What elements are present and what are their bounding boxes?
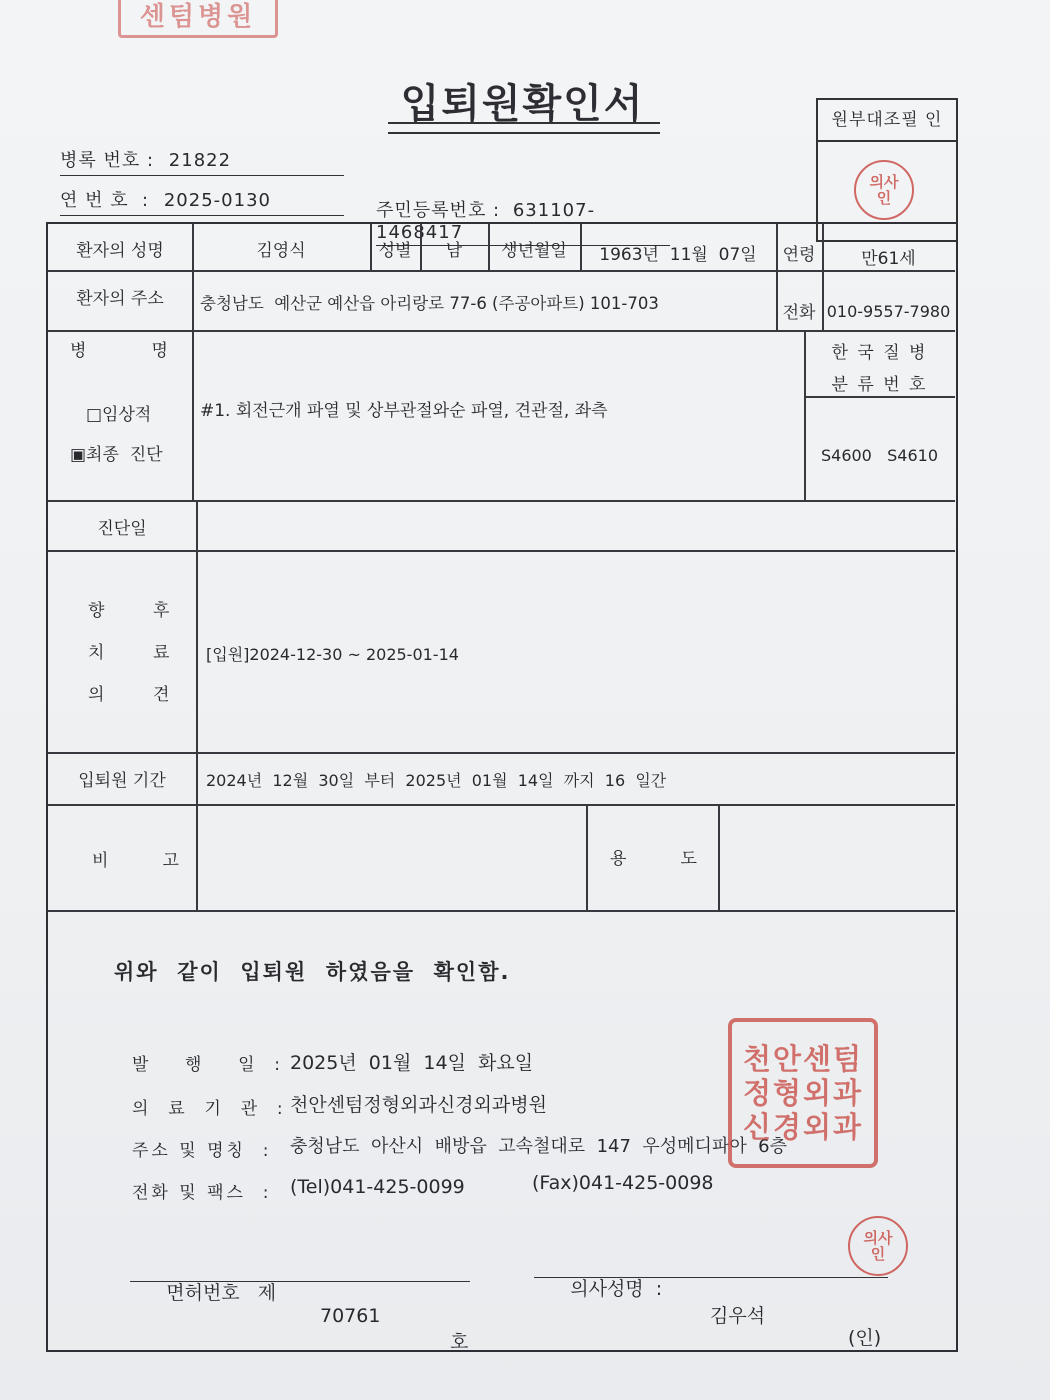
title-underline bbox=[388, 122, 660, 124]
treatment-opinion: [입원]2024-12-30 ~ 2025-01-14 bbox=[206, 645, 459, 664]
patient-address: 충청남도 예산군 예산읍 아리랑로 77-6 (주공아파트) 101-703 bbox=[200, 294, 659, 313]
birth-label: 생년월일 bbox=[501, 241, 567, 261]
serial-number-label: 연 번 호 : bbox=[60, 190, 150, 211]
kcd-label-line2: 분 류 번 호 bbox=[831, 375, 928, 395]
kcd-label-line1: 한 국 질 병 bbox=[831, 343, 928, 363]
serial-number-value: 2025-0130 bbox=[163, 190, 271, 211]
seal-mark: (인) bbox=[848, 1327, 882, 1349]
admission-period-label: 입퇴원 기간 bbox=[78, 771, 166, 791]
address-label: 환자의 주소 bbox=[76, 289, 164, 309]
institution-fax: (Fax)041-425-0098 bbox=[532, 1172, 714, 1194]
resident-number-label: 주민등록번호 : bbox=[376, 200, 501, 221]
license-label: 면허번호 제 bbox=[166, 1282, 277, 1304]
purpose-label: 용 도 bbox=[610, 849, 697, 869]
license-line bbox=[130, 1256, 470, 1353]
confirmation-label: 원부대조필 인 bbox=[818, 100, 956, 142]
doctor-signature-line bbox=[534, 1252, 888, 1349]
admission-period-value: 2024년 12월 30일 부터 2025년 01월 14일 까지 16 일간 bbox=[206, 771, 667, 790]
hospital-seal: 천안센텀 정형외과 신경외과 bbox=[728, 1018, 878, 1168]
issue-date-label: 발 행 일 : bbox=[132, 1055, 284, 1075]
serial-number-line bbox=[60, 186, 344, 216]
age-label: 연령 bbox=[782, 245, 816, 265]
diagnosis-label: 병 명 bbox=[70, 341, 169, 361]
certificate-table bbox=[46, 222, 958, 1352]
treatment-label-line3: 의 견 bbox=[88, 685, 170, 705]
patient-name: 김영식 bbox=[256, 241, 306, 261]
doctor-name: 김우석 bbox=[710, 1305, 766, 1327]
seal-fragment-top: 센텀병원 bbox=[118, 0, 278, 38]
confirmation-seal: 의사 인 bbox=[854, 160, 914, 220]
institution-address: 충청남도 아산시 배방읍 고속철대로 147 우성메디파아 6층 bbox=[290, 1136, 788, 1157]
document-title: 입퇴원확인서 bbox=[400, 81, 645, 127]
final-diagnosis-checkbox: ▣최종 진단 bbox=[70, 445, 163, 465]
doctor-name-label: 의사성명 : bbox=[570, 1278, 663, 1300]
treatment-label-line2: 치 료 bbox=[88, 643, 170, 663]
license-suffix: 호 bbox=[450, 1331, 469, 1353]
clinical-diagnosis-checkbox: □임상적 bbox=[86, 405, 152, 425]
record-number-value: 21822 bbox=[168, 150, 232, 171]
remarks-label: 비 고 bbox=[92, 851, 179, 871]
patient-phone: 010-9557-7980 bbox=[826, 302, 951, 321]
record-number-line bbox=[60, 146, 344, 176]
diagnosis-text: #1. 회전근개 파열 및 상부관절와순 파열, 견관절, 좌측 bbox=[200, 401, 608, 421]
institution-tel: (Tel)041-425-0099 bbox=[290, 1176, 465, 1198]
diagnosis-date-label: 진단일 bbox=[97, 519, 147, 539]
institution-label: 의 료 기 관 : bbox=[132, 1099, 286, 1119]
institution-address-label: 주소 및 명칭 : bbox=[132, 1141, 272, 1161]
sex-label: 성별 bbox=[378, 241, 412, 261]
phone-label: 전화 bbox=[782, 303, 816, 323]
doctor-seal: 의사 인 bbox=[848, 1216, 908, 1276]
institution-name: 천안센텀정형외과신경외과병원 bbox=[290, 1094, 547, 1116]
contact-label: 전화 및 팩스 : bbox=[132, 1183, 272, 1203]
patient-sex: 남 bbox=[445, 241, 463, 261]
treatment-label-line1: 향 후 bbox=[88, 601, 170, 621]
license-number: 70761 bbox=[320, 1305, 381, 1327]
record-number-label: 병록 번호 : bbox=[60, 150, 155, 171]
title-underline-double bbox=[388, 132, 660, 134]
confirmation-statement: 위와 같이 입퇴원 하였음을 확인함. bbox=[114, 960, 511, 984]
kcd-codes: S4600 S4610 bbox=[820, 446, 938, 465]
issue-date: 2025년 01월 14일 화요일 bbox=[290, 1052, 534, 1074]
patient-age: 만61세 bbox=[861, 249, 916, 269]
patient-birth-date: 1963년 11월 07일 bbox=[599, 245, 757, 265]
resident-number-value: 631107-1468417 bbox=[376, 200, 596, 243]
patient-name-label: 환자의 성명 bbox=[76, 241, 164, 261]
